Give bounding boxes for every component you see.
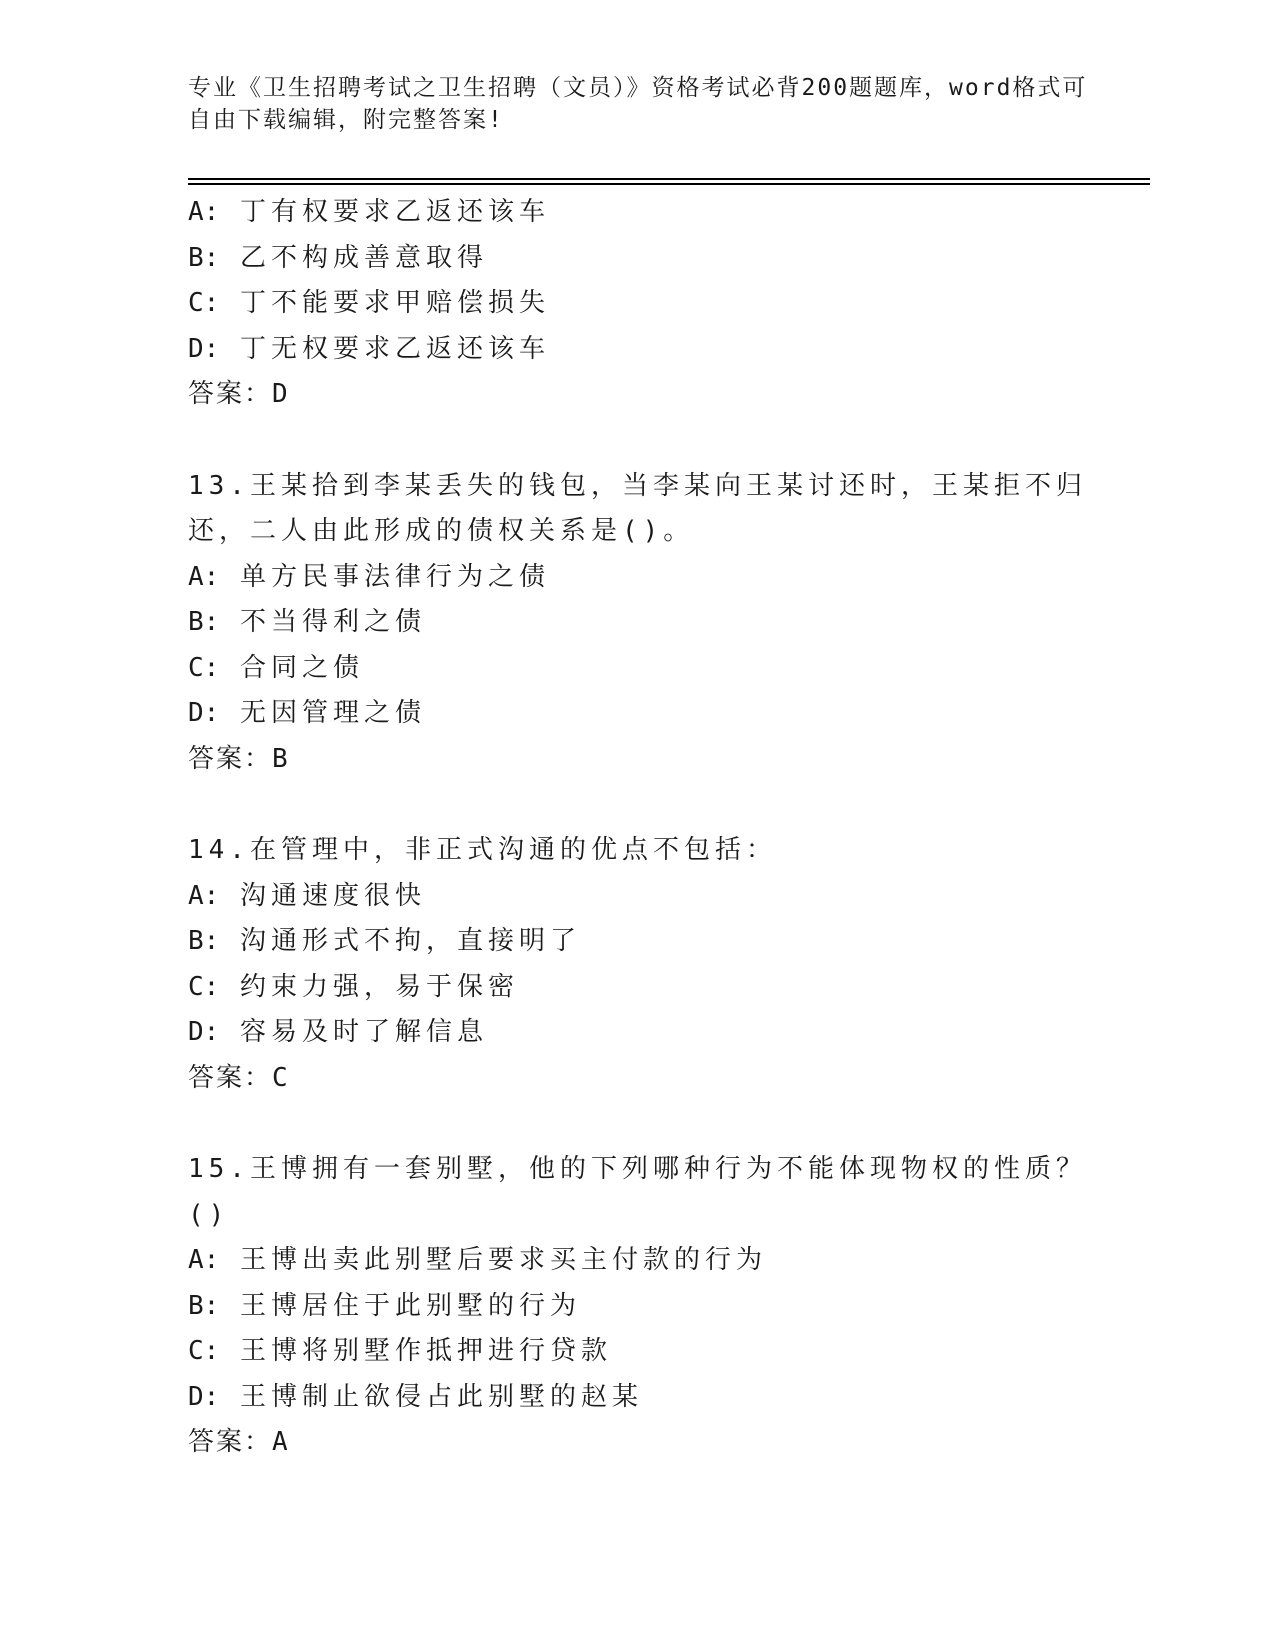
option-text: 约束力强，易于保密 <box>239 971 519 1002</box>
option-a <box>188 874 1088 920</box>
option-d <box>188 1375 1088 1421</box>
option-text: 王博出卖此别墅后要求买主付款的行为 <box>239 1245 767 1275</box>
header-rule-top <box>188 178 1150 180</box>
option-label: C: <box>188 288 220 318</box>
option-label: B: <box>188 1290 220 1321</box>
spacer <box>188 782 1088 828</box>
option-b <box>188 236 1088 282</box>
answer-line: 答案：D <box>188 379 290 409</box>
option-c <box>188 646 1088 692</box>
option-label: C: <box>188 652 220 683</box>
option-text: 王博将别墅作抵押进行贷款 <box>239 1336 612 1366</box>
option-label: D: <box>188 1381 220 1412</box>
document-header: 专业《卫生招聘考试之卫生招聘（文员）》资格考试必背200题题库，word格式可自由下载编辑，附完整答案! <box>188 75 1088 133</box>
option-text: 丁无权要求乙返还该车 <box>239 333 550 364</box>
option-b <box>188 1284 1088 1330</box>
option-text: 不当得利之债 <box>239 607 426 637</box>
option-label: A: <box>188 197 220 227</box>
option-text: 无因管理之债 <box>239 698 426 728</box>
option-d <box>188 327 1088 373</box>
option-label: C: <box>188 1336 220 1366</box>
question-13 <box>188 464 1088 783</box>
option-a <box>188 1238 1088 1284</box>
option-text: 沟通形式不拘，直接明了 <box>239 926 581 956</box>
answer-line: 答案：C <box>188 1062 290 1093</box>
option-label: A: <box>188 561 220 592</box>
option-text: 王博制止欲侵占此别墅的赵某 <box>239 1381 643 1412</box>
option-d <box>188 1010 1088 1056</box>
option-label: B: <box>188 926 220 956</box>
question-content <box>188 190 1088 1466</box>
option-label: D: <box>188 333 220 364</box>
partial-question <box>188 190 1088 418</box>
option-text: 合同之债 <box>239 652 364 683</box>
option-b <box>188 919 1088 965</box>
option-a <box>188 190 1088 236</box>
spacer <box>188 1101 1088 1147</box>
option-text: 丁不能要求甲赔偿损失 <box>239 288 550 318</box>
option-c <box>188 965 1088 1011</box>
option-label: D: <box>188 698 220 728</box>
option-label: C: <box>188 971 220 1002</box>
option-c <box>188 281 1088 327</box>
question-stem: 15.王博拥有一套别墅，他的下列哪种行为不能体现物权的性质？() <box>188 1154 1087 1230</box>
option-text: 丁有权要求乙返还该车 <box>239 197 550 227</box>
option-text: 沟通速度很快 <box>239 880 426 911</box>
option-b <box>188 600 1088 646</box>
question-15 <box>188 1147 1088 1466</box>
question-stem: 14.在管理中，非正式沟通的优点不包括： <box>188 835 777 865</box>
option-c <box>188 1329 1088 1375</box>
option-label: D: <box>188 1017 220 1047</box>
question-stem: 13.王某拾到李某丢失的钱包，当李某向王某讨还时，王某拒不归还，二人由此形成的债权关系是()。 <box>188 470 1087 546</box>
option-label: B: <box>188 242 220 273</box>
option-label: A: <box>188 880 220 911</box>
option-d <box>188 691 1088 737</box>
option-text: 单方民事法律行为之债 <box>239 561 550 592</box>
header-rule-bottom <box>188 183 1150 185</box>
answer-line: 答案：B <box>188 743 290 774</box>
answer-line: 答案：A <box>188 1427 290 1457</box>
option-text: 乙不构成善意取得 <box>239 242 488 273</box>
option-a <box>188 555 1088 601</box>
spacer <box>188 418 1088 464</box>
question-14 <box>188 828 1088 1101</box>
option-text: 王博居住于此别墅的行为 <box>239 1290 581 1321</box>
option-text: 容易及时了解信息 <box>239 1017 488 1047</box>
option-label: A: <box>188 1245 220 1275</box>
option-label: B: <box>188 607 220 637</box>
